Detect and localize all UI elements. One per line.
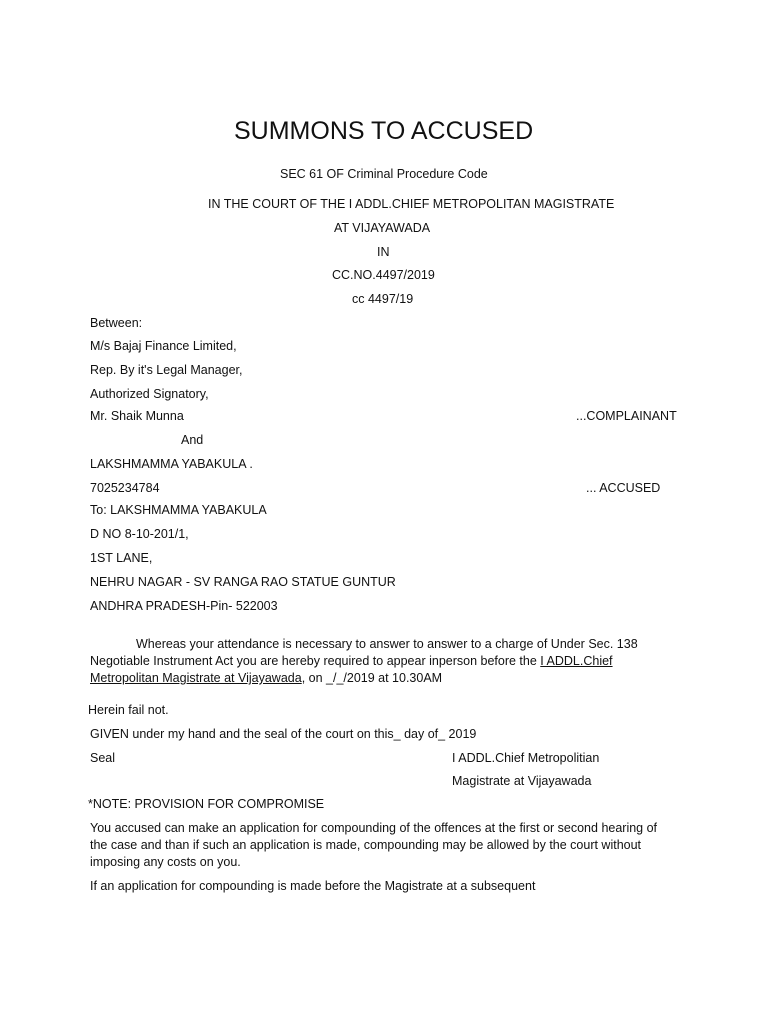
signatory-line: I ADDL.Chief Metropolitian: [452, 751, 600, 765]
whereas-text: Whereas your attendance is necessary to answer to answer to a charge of Under Sec. 138 Negotiable Instrument Act you are hereby required to appear inperson before the: [90, 637, 638, 668]
complainant-line: M/s Bajaj Finance Limited,: [90, 339, 237, 353]
case-number: CC.NO.4497/2019: [332, 268, 435, 282]
and-label: And: [181, 433, 204, 447]
note-paragraph: You accused can make an application for compounding of the offences at the first or second hearing of the case and than if such an application is made, compounding may be allowed by the court without imposing any costs on you.: [90, 821, 658, 869]
herein-fail-not: Herein fail not.: [88, 703, 169, 717]
in-label: IN: [377, 245, 390, 259]
court-location: AT VIJAYAWADA: [334, 221, 431, 235]
complainant-label: ...COMPLAINANT: [576, 409, 677, 423]
document-title: SUMMONS TO ACCUSED: [234, 117, 534, 145]
whereas-date: , on _/_/2019 at 10.30AM: [301, 671, 443, 685]
accused-label: ... ACCUSED: [586, 481, 661, 495]
complainant-line: Mr. Shaik Munna: [90, 409, 184, 423]
given-line: GIVEN under my hand and the seal of the court on this_ day of_ 2019: [90, 727, 477, 741]
address-line: To: LAKSHMAMMA YABAKULA: [90, 503, 267, 517]
case-short-number: cc 4497/19: [352, 292, 414, 306]
address-line: ANDHRA PRADESH-Pin- 522003: [90, 599, 278, 613]
whereas-paragraph: [90, 636, 670, 687]
between-label: Between:: [90, 316, 143, 330]
accused-name: LAKSHMAMMA YABAKULA .: [90, 457, 253, 471]
address-line: NEHRU NAGAR - SV RANGA RAO STATUE GUNTUR: [90, 575, 396, 589]
note-paragraph-continued: If an application for compounding is made before the Magistrate at a subsequent: [90, 879, 536, 893]
court-name: IN THE COURT OF THE I ADDL.CHIEF METROPOLITAN MAGISTRATE: [208, 197, 615, 211]
address-line: 1ST LANE,: [90, 551, 153, 565]
magistrate-underlined: I ADDL.Chief Metropolitan Magistrate at Vijayawada: [90, 654, 613, 685]
address-line: D NO 8-10-201/1,: [90, 527, 189, 541]
section-reference: SEC 61 OF Criminal Procedure Code: [280, 167, 488, 181]
seal-label: Seal: [90, 751, 116, 765]
signatory-line: Magistrate at Vijayawada: [452, 774, 592, 788]
complainant-line: Rep. By it's Legal Manager,: [90, 363, 243, 377]
note-heading: *NOTE: PROVISION FOR COMPROMISE: [88, 797, 325, 811]
complainant-line: Authorized Signatory,: [90, 387, 209, 401]
accused-phone: 7025234784: [90, 481, 160, 495]
